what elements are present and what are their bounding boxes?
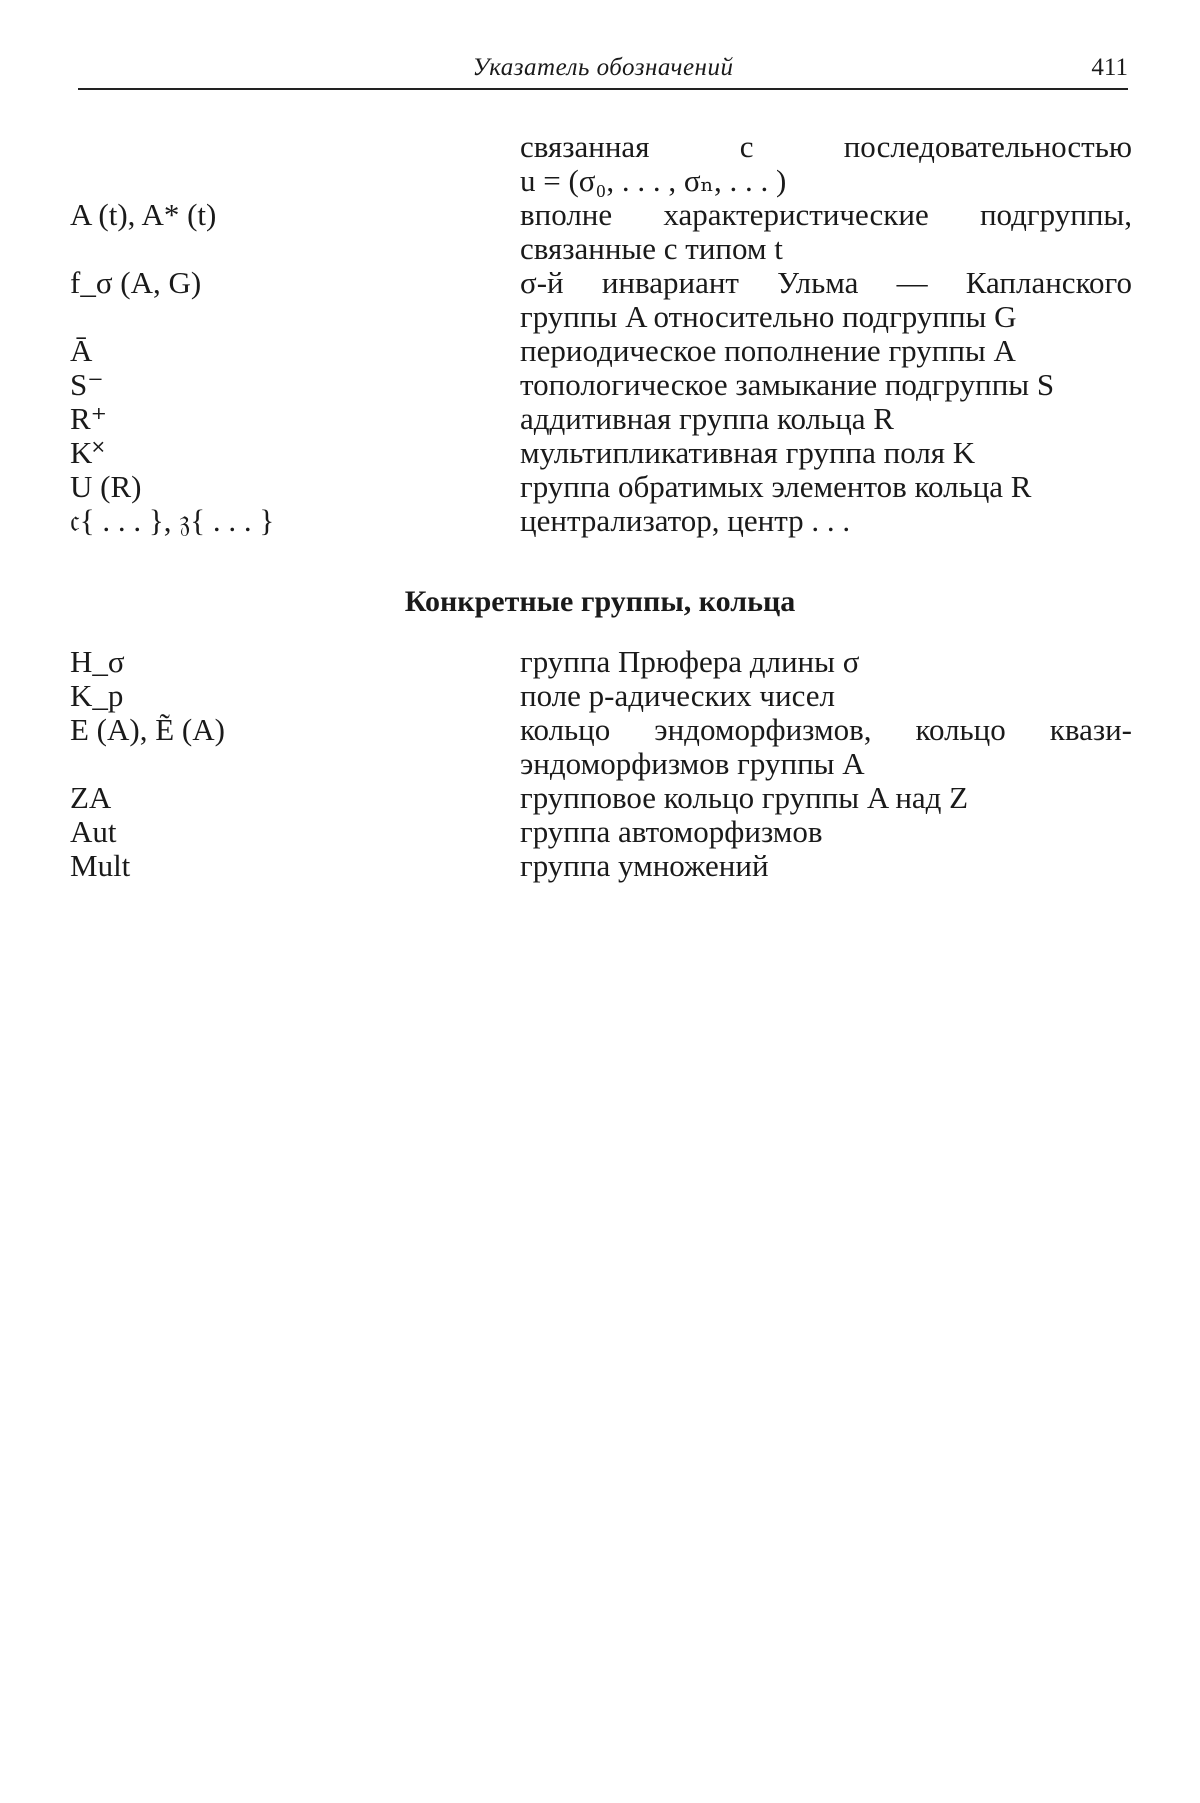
- description-line: аддитивная группа кольца R: [520, 401, 894, 436]
- notation-description: [520, 470, 1132, 504]
- notation-entry: [70, 713, 1135, 781]
- notation-entry: [70, 266, 1135, 334]
- notation-entry: [70, 436, 1135, 470]
- description-line: вполне характеристические подгруппы,: [520, 197, 1132, 232]
- notation-entry: [70, 781, 1135, 815]
- notation-entry: [70, 368, 1135, 402]
- description-line: эндоморфизмов группы A: [520, 746, 865, 781]
- notation-entry: [70, 402, 1135, 436]
- notation-entry: [70, 849, 1135, 883]
- notation-description: [520, 436, 1132, 470]
- description-line: группа автоморфизмов: [520, 814, 823, 849]
- description-line: σ-й инвариант Ульма — Капланского: [520, 265, 1132, 300]
- notation-description: [520, 679, 1132, 713]
- description-line: централизатор, центр . . .: [520, 503, 851, 538]
- notation-symbol: Mult: [70, 848, 131, 883]
- description-line: поле p-адических чисел: [520, 678, 835, 713]
- notation-symbol: R⁺: [70, 401, 108, 436]
- notation-symbol: ZA: [70, 780, 112, 815]
- notation-entry: [70, 334, 1135, 368]
- notation-list-top: [70, 130, 1135, 538]
- notation-entry: [70, 504, 1135, 538]
- notation-entry: [70, 198, 1135, 266]
- description-line: кольцо эндоморфизмов, кольцо квази-: [520, 712, 1132, 747]
- description-line: связанные с типом t: [520, 231, 783, 266]
- description-line: группа обратимых элементов кольца R: [520, 469, 1032, 504]
- page-number: 411: [1091, 54, 1128, 81]
- notation-entry: [70, 645, 1135, 679]
- section-title: Конкретные группы, кольца: [404, 585, 796, 618]
- running-title: Указатель обозначений: [472, 54, 734, 81]
- description-line: u = (σ₀, . . . , σₙ, . . . ): [520, 163, 787, 198]
- notation-description: [520, 368, 1132, 402]
- notation-description: [520, 849, 1132, 883]
- description-line: группа умножений: [520, 848, 769, 883]
- description-line: группа Прюфера длины σ: [520, 644, 860, 679]
- notation-entry: [70, 815, 1135, 849]
- notation-symbol: 𝔠{ . . . }, 𝔷{ . . . }: [70, 503, 275, 538]
- notation-description: [520, 504, 1132, 538]
- notation-description: [520, 334, 1132, 368]
- notation-description: [520, 130, 1132, 198]
- notation-symbol: E (A), Ẽ (A): [70, 712, 225, 747]
- notation-symbol: U (R): [70, 469, 142, 504]
- notation-entry: [70, 679, 1135, 713]
- notation-symbol: H_σ: [70, 644, 125, 679]
- notation-entry: [70, 130, 1135, 198]
- notation-description: [520, 266, 1132, 334]
- notation-list-bottom: [70, 645, 1135, 883]
- notation-description: [520, 198, 1132, 266]
- description-line: периодическое пополнение группы A: [520, 333, 1016, 368]
- notation-symbol: f_σ (A, G): [70, 265, 202, 300]
- description-line: групповое кольцо группы A над Z: [520, 780, 969, 815]
- notation-entry: [70, 470, 1135, 504]
- description-line: мультипликативная группа поля K: [520, 435, 976, 470]
- notation-description: [520, 713, 1132, 781]
- notation-symbol: K˟: [70, 435, 105, 470]
- notation-description: [520, 781, 1132, 815]
- description-line: группы A относительно подгруппы G: [520, 299, 1017, 334]
- notation-symbol: Ā: [70, 333, 93, 368]
- notation-description: [520, 645, 1132, 679]
- notation-symbol: S⁻: [70, 367, 104, 402]
- notation-symbol: Aut: [70, 814, 117, 849]
- description-line: связанная с последовательностью: [520, 129, 1132, 164]
- notation-symbol: A (t), A* (t): [70, 197, 217, 232]
- description-line: топологическое замыкание подгруппы S: [520, 367, 1055, 402]
- running-header: [78, 48, 1128, 90]
- notation-description: [520, 402, 1132, 436]
- notation-symbol: K_p: [70, 678, 124, 713]
- notation-description: [520, 815, 1132, 849]
